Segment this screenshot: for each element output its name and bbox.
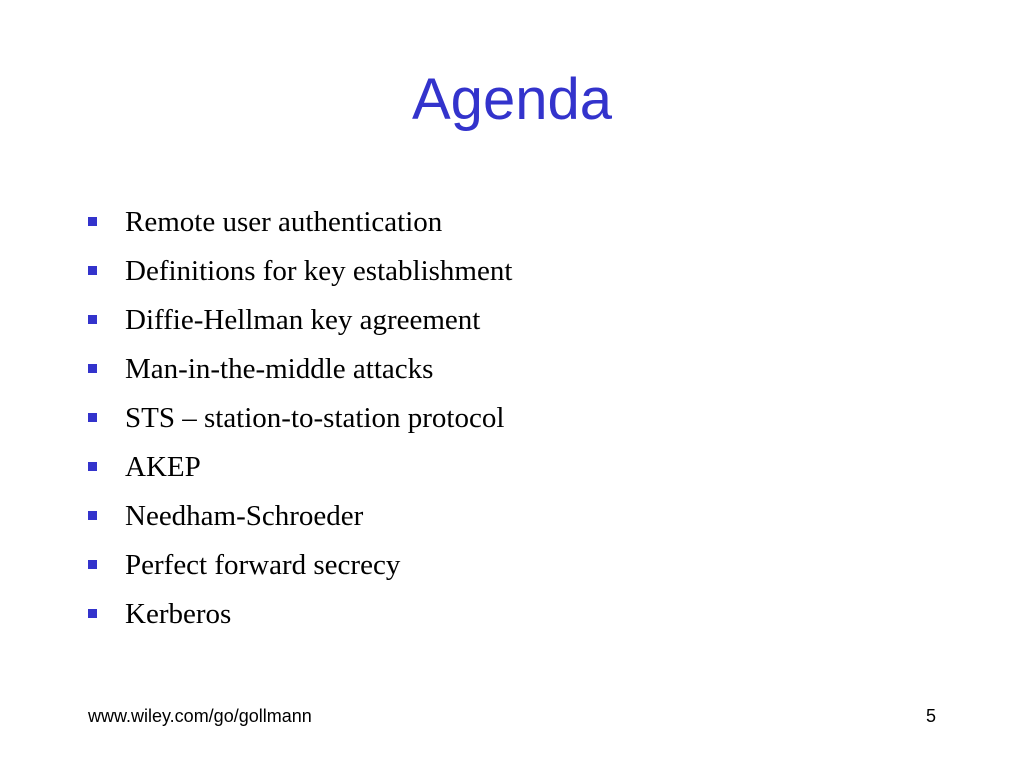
list-item: [88, 541, 512, 590]
agenda-list: [88, 198, 512, 639]
square-bullet-icon: [88, 560, 97, 569]
list-item: [88, 345, 512, 394]
square-bullet-icon: [88, 609, 97, 618]
list-item-text: Perfect forward secrecy: [125, 549, 401, 581]
list-item-text: Man-in-the-middle attacks: [125, 353, 434, 385]
list-item-text: Kerberos: [125, 598, 232, 630]
square-bullet-icon: [88, 462, 97, 471]
page-number: 5: [926, 706, 937, 726]
square-bullet-icon: [88, 217, 97, 226]
square-bullet-icon: [88, 511, 97, 520]
list-item: [88, 492, 512, 541]
footer-url: www.wiley.com/go/gollmann: [88, 706, 312, 726]
list-item: [88, 443, 512, 492]
slide-title: Agenda: [412, 67, 612, 132]
list-item-text: Remote user authentication: [125, 206, 443, 238]
square-bullet-icon: [88, 315, 97, 324]
square-bullet-icon: [88, 413, 97, 422]
list-item-text: Definitions for key establishment: [125, 255, 513, 287]
square-bullet-icon: [88, 364, 97, 373]
list-item-text: STS – station-to-station protocol: [125, 402, 505, 434]
list-item-text: Diffie-Hellman key agreement: [125, 304, 481, 336]
list-item-text: Needham-Schroeder: [125, 500, 364, 532]
list-item: [88, 296, 512, 345]
list-item: [88, 590, 512, 639]
square-bullet-icon: [88, 266, 97, 275]
list-item: [88, 198, 512, 247]
list-item: [88, 394, 512, 443]
list-item-text: AKEP: [125, 451, 201, 483]
list-item: [88, 247, 512, 296]
